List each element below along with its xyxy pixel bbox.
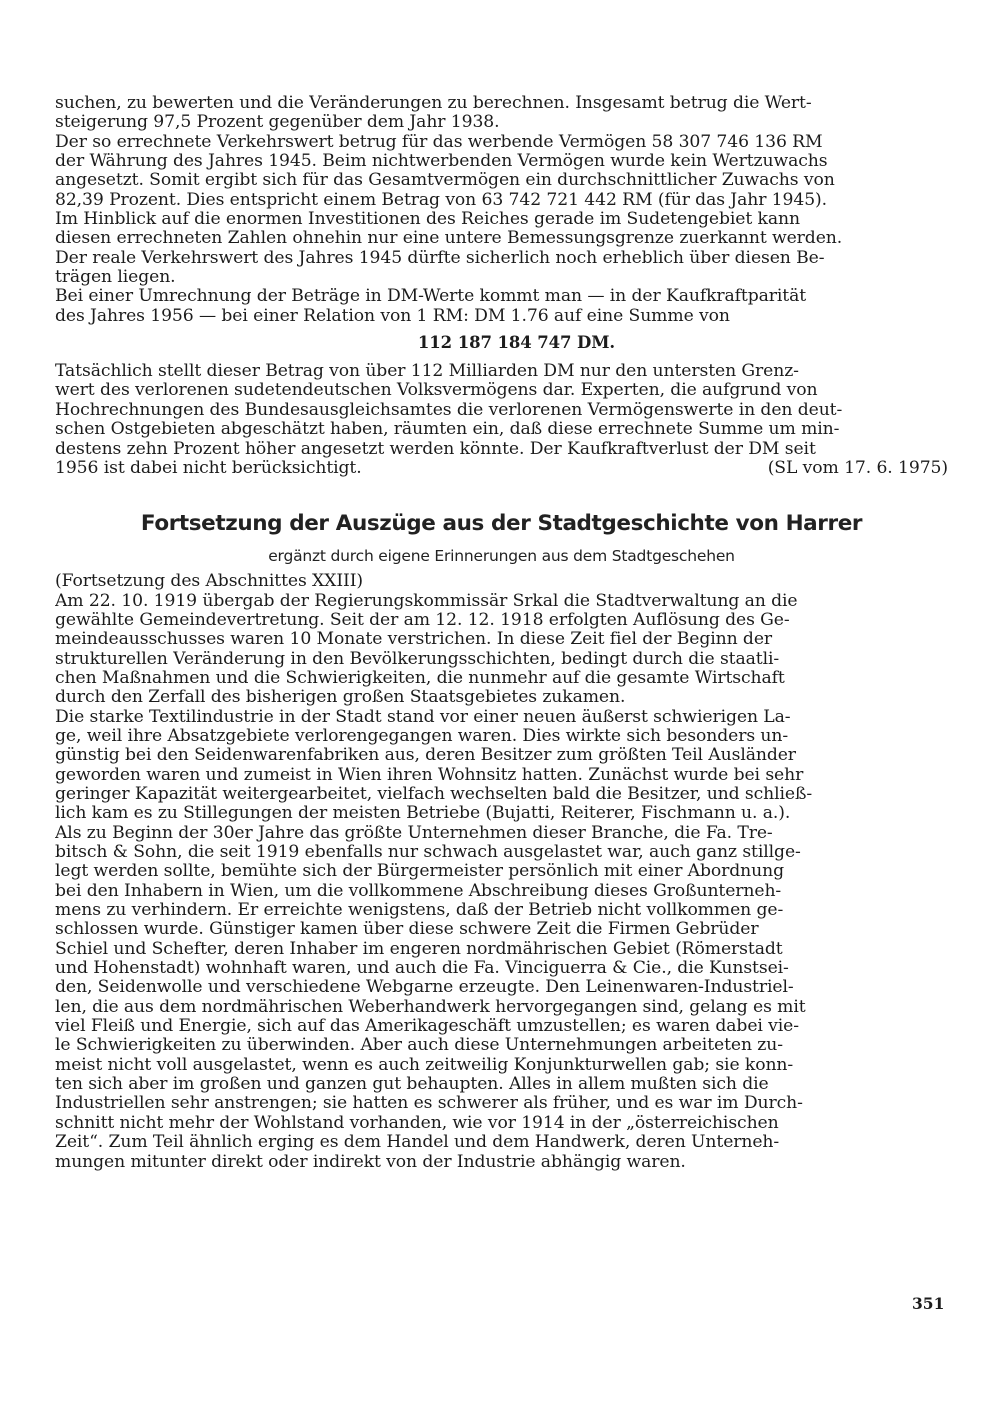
text-line: le Schwierigkeiten zu überwinden. Aber auch diese Unternehmungen arbeiteten zu-: [55, 1036, 783, 1056]
text-line: ge, weil ihre Absatzgebiete verlorengegangen waren. Dies wirkte sich besonders un-: [55, 726, 789, 746]
page-body: [55, 94, 948, 1172]
text-line: schnitt nicht mehr der Wohlstand vorhanden, wie vor 1914 in der „österreichischen: [55, 1113, 779, 1133]
paragraph-purchasing-power: [55, 362, 948, 459]
citation: (SL vom 17. 6. 1975): [767, 458, 948, 478]
text-line: strukturellen Veränderung in den Bevölkerungsschichten, bedingt durch die staatli-: [55, 649, 780, 669]
text-line: destens zehn Prozent höher angesetzt werden könnte. Der Kaufkraftverlust der DM seit: [55, 439, 816, 459]
text-line: Schiel und Schefter, deren Inhaber im engeren nordmährischen Gebiet (Römerstadt: [55, 939, 783, 959]
paragraph-textile-industry: [55, 708, 948, 1172]
text-line: der Währung des Jahres 1945. Beim nichtwerbenden Vermögen wurde kein Wertzuwachs: [55, 152, 828, 172]
text-line: bei den Inhabern in Wien, um die vollkommene Abschreibung dieses Großunterneh-: [55, 881, 782, 901]
paragraph-last-line-with-citation: [55, 459, 948, 478]
text-line: angesetzt. Somit ergibt sich für das Gesamtvermögen ein durchschnittlicher Zuwachs von: [55, 171, 835, 191]
text-line: Am 22. 10. 1919 übergab der Regierungskommissär Srkal die Stadtverwaltung an die: [55, 591, 798, 611]
text-line: des Jahres 1956 — bei einer Relation von 1 RM: DM 1.76 auf eine Summe von: [55, 306, 730, 326]
text-line: Als zu Beginn der 30er Jahre das größte Unternehmen dieser Branche, die Fa. Tre-: [55, 823, 773, 843]
text-line: gewählte Gemeindevertretung. Seit der am 12. 12. 1918 erfolgten Auflösung des Ge-: [55, 610, 790, 630]
text-line: legt werden sollte, bemühte sich der Bürgermeister persönlich mit einer Abordnung: [55, 862, 784, 882]
text-line: schen Ostgebieten abgeschätzt haben, räumten ein, daß diese errechnete Summe um min-: [55, 420, 840, 440]
text-line: 82,39 Prozent. Dies entspricht einem Betrag von 63 742 721 442 RM (für das Jahr 1945).: [55, 190, 827, 210]
text-line: geworden waren und zumeist in Wien ihren Wohnsitz hatten. Zunächst wurde bei sehr: [55, 765, 804, 785]
page-number: 351: [912, 1294, 945, 1313]
text-line: geringer Kapazität weitergearbeitet, vielfach wechselten bald die Besitzer, und schließ-: [55, 784, 813, 804]
text-line: viel Fleiß und Energie, sich auf das Amerikageschäft umzustellen; es waren dabei vie-: [55, 1017, 799, 1037]
text-line: Der so errechnete Verkehrswert betrug für das werbende Vermögen 58 307 746 136 RM: [55, 132, 823, 152]
text-line: Der reale Verkehrswert des Jahres 1945 dürfte sicherlich noch erheblich über diesen Be-: [55, 248, 825, 268]
text-line: mens zu verhindern. Er erreichte wenigstens, daß der Betrieb nicht vollkommen ge-: [55, 901, 784, 921]
paragraph-administration: [55, 592, 948, 708]
text-line: len, die aus dem nordmährischen Weberhandwerk hervorgegangen sind, gelang es mit: [55, 997, 806, 1017]
text-line: bitsch & Sohn, die seit 1919 ebenfalls nur schwach ausgelastet war, auch ganz stillge-: [55, 843, 801, 862]
text-line: durch den Zerfall des bisherigen großen Staatsgebietes zukamen.: [55, 688, 626, 708]
continuation-note: (Fortsetzung des Abschnittes XXIII): [55, 572, 363, 592]
text-line: Die starke Textilindustrie in der Stadt stand vor einer neuen äußerst schwierigen La-: [55, 707, 791, 727]
text-line: Zeit“. Zum Teil ähnlich erging es dem Handel und dem Handwerk, deren Unterneh-: [55, 1133, 780, 1153]
text-line: günstig bei den Seidenwarenfabriken aus, deren Besitzer zum größten Teil Ausländer: [55, 746, 796, 766]
section-subheading: ergänzt durch eigene Erinnerungen aus dem Stadtgeschehen: [268, 547, 735, 566]
text-line: diesen errechneten Zahlen ohnehin nur eine untere Bemessungsgrenze zuerkannt werden.: [55, 229, 843, 249]
total-amount: 112 187 184 747 DM.: [417, 333, 616, 353]
text-line: wert des verlorenen sudetendeutschen Volksvermögens dar. Experten, die aufgrund von: [55, 381, 818, 401]
text-line: meist nicht voll ausgelastet, wenn es auch zeitweilig Konjunkturwellen gab; sie konn-: [55, 1055, 794, 1075]
text-line: Industriellen sehr anstrengen; sie hatten es schwerer als früher, und es war im Durch-: [55, 1094, 803, 1114]
text-line: Hochrechnungen des Bundesausgleichsamtes die verlorenen Vermögenswerte in den deut-: [55, 400, 843, 420]
text-line: mungen mitunter direkt oder indirekt von der Industrie abhängig waren.: [55, 1152, 686, 1172]
text-line: lich kam es zu Stillegungen der meisten Betriebe (Bujatti, Reiterer, Fischmann u. a.).: [55, 804, 791, 824]
paragraph-valuation: [55, 94, 948, 326]
text-line: steigerung 97,5 Prozent gegenüber dem Jahr 1938.: [55, 113, 500, 133]
text-line: den, Seidenwolle und verschiedene Webgarne erzeugte. Den Leinenwaren-Industriel-: [55, 978, 794, 998]
text-line: meindeausschusses waren 10 Monate verstrichen. In diese Zeit fiel der Beginn der: [55, 630, 773, 650]
text-line: chen Maßnahmen und die Schwierigkeiten, die nunmehr auf die gesamte Wirtschaft: [55, 668, 785, 688]
text-line: schlossen wurde. Günstiger kamen über diese schwere Zeit die Firmen Gebrüder: [55, 920, 759, 940]
text-line: trägen liegen.: [55, 268, 176, 288]
text-line: und Hohenstadt) wohnhaft waren, und auch die Fa. Vinciguerra & Cie., die Kunstsei-: [55, 959, 789, 979]
paragraph-last-line: 1956 ist dabei nicht berücksichtigt.: [55, 458, 362, 478]
text-line: Bei einer Umrechnung der Beträge in DM-Werte kommt man — in der Kaufkraftparität: [55, 287, 807, 307]
section-heading: Fortsetzung der Auszüge aus der Stadtgeschichte von Harrer: [140, 511, 863, 537]
text-line: suchen, zu bewerten und die Veränderungen zu berechnen. Insgesamt betrug die Wert-: [55, 94, 812, 113]
text-line: Tatsächlich stellt dieser Betrag von über 112 Milliarden DM nur den untersten Grenz-: [55, 362, 799, 382]
text-line: Im Hinblick auf die enormen Investitionen des Reiches gerade im Sudetengebiet kann: [55, 210, 800, 230]
text-line: ten sich aber im großen und ganzen gut behaupten. Alles in allem mußten sich die: [55, 1075, 769, 1095]
